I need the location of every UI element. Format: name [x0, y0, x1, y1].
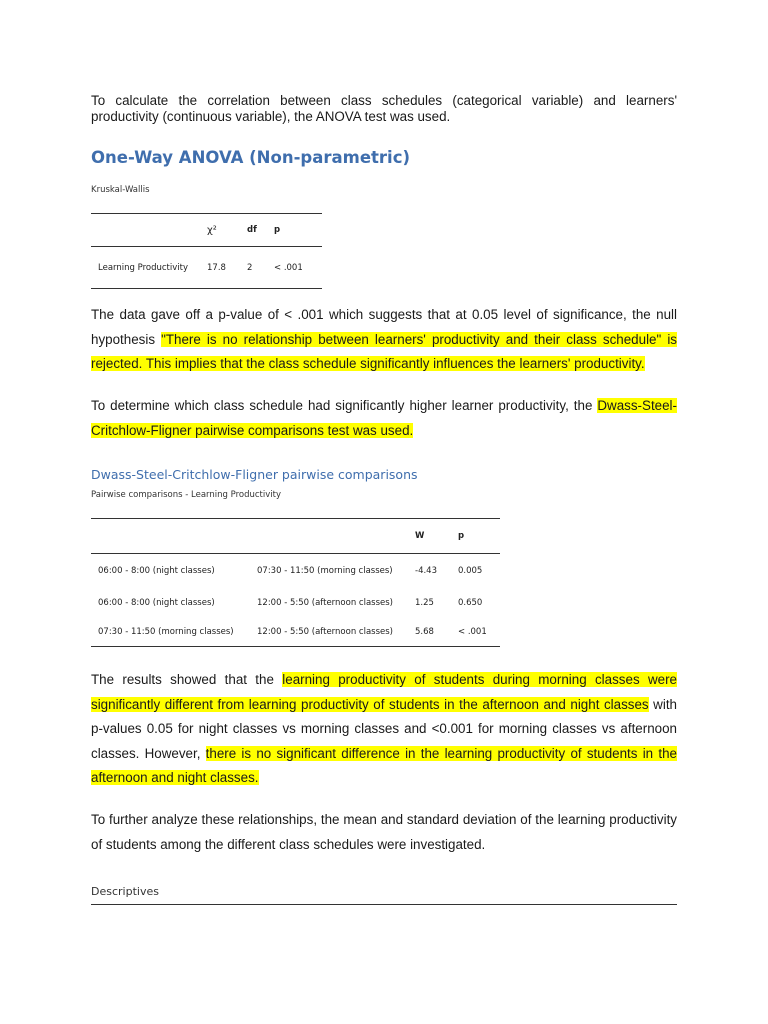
table-cell: 17.8	[207, 262, 226, 273]
table-cell: -4.43	[415, 566, 437, 577]
divider	[91, 904, 677, 905]
table-cell: 2	[247, 262, 253, 273]
table-row	[91, 589, 500, 618]
table-cell: Learning Productivity	[98, 262, 188, 273]
table-header-row	[91, 519, 500, 554]
kruskal-wallis-label: Kruskal-Wallis	[91, 185, 150, 195]
table-cell: 12:00 - 5:50 (afternoon classes)	[257, 626, 393, 637]
table-header-cell: χ²	[207, 224, 217, 236]
table-cell: 07:30 - 11:50 (morning classes)	[98, 626, 234, 637]
table-cell: < .001	[274, 262, 303, 273]
anova-result-paragraph	[91, 303, 677, 377]
table-cell: < .001	[458, 626, 487, 637]
posthoc-intro-paragraph	[91, 394, 677, 443]
further-analysis-paragraph: To further analyze these relationships, the mean and standard deviation of the learning productivity of students among the different class schedules were investigated.	[91, 812, 677, 852]
dwass-heading: Dwass-Steel-Critchlow-Fligner pairwise comparisons	[91, 467, 418, 482]
highlighted-text: learning productivity of students during morning classes were significantly different from learning productivity of students in the afternoon and night classes	[91, 672, 677, 712]
paragraph-text: with p-values 0.05 for night classes vs morning classes and <0.001 for morning classes vs afternoon classes. However,	[91, 696, 677, 761]
table-cell: 5.68	[415, 626, 434, 637]
table-header-cell: p	[458, 531, 465, 541]
paragraph-text: To determine which class schedule had significantly higher learner productivity, the	[91, 398, 598, 413]
intro-paragraph: To calculate the correlation between class schedules (categorical variable) and learners' productivity (continuous variable), the ANOVA test was used.	[91, 93, 677, 124]
document-page	[91, 93, 677, 898]
results-paragraph	[91, 668, 677, 791]
table-row	[91, 247, 322, 289]
pairwise-comparisons-table	[91, 518, 500, 647]
table-cell: 0.650	[458, 598, 483, 608]
table-cell: 06:00 - 8:00 (night classes)	[98, 598, 215, 608]
table-header-cell: W	[415, 531, 425, 541]
table-cell: 12:00 - 5:50 (afternoon classes)	[257, 598, 393, 608]
highlighted-text: there is no significant difference in the learning productivity of students in the afternoon and night classes.	[91, 745, 677, 785]
descriptives-heading: Descriptives	[91, 885, 159, 898]
table-header-row	[91, 214, 322, 247]
table-header-cell	[91, 519, 257, 554]
highlighted-text: Dwass-Steel-Critchlow-Fligner pairwise comparisons test was used.	[91, 398, 677, 438]
table-header-cell: p	[274, 225, 281, 235]
table-header-cell: df	[247, 225, 257, 235]
kruskal-wallis-table	[91, 213, 322, 289]
table-cell: 1.25	[415, 598, 434, 608]
table-row	[91, 618, 500, 647]
table-row	[91, 554, 500, 589]
table-cell: 06:00 - 8:00 (night classes)	[98, 566, 215, 577]
table-header-cell	[91, 214, 207, 247]
pairwise-comparisons-label: Pairwise comparisons - Learning Productivity	[91, 490, 282, 500]
paragraph-text: The results showed that the	[91, 672, 283, 687]
highlighted-text: "There is no relationship between learners' productivity and their class schedule" is rejected. This implies that the class schedule significantly influences the learners' productivity.	[91, 331, 677, 371]
table-cell: 07:30 - 11:50 (morning classes)	[257, 566, 393, 577]
paragraph-text: The data gave off a p-value of < .001 which suggests that at 0.05 level of significance, the null hypothesis	[91, 307, 677, 347]
table-header-cell	[257, 519, 415, 554]
anova-heading: One-Way ANOVA (Non-parametric)	[91, 148, 411, 167]
table-cell: 0.005	[458, 566, 483, 577]
